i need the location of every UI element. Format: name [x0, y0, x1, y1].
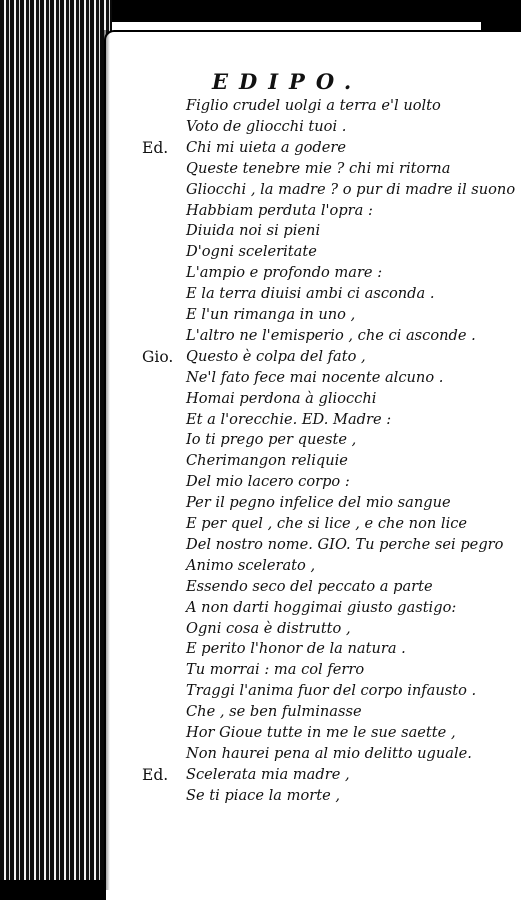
verse-line: Del nostro nome. GIO. Tu perche sei pegro — [186, 535, 504, 553]
verse-line: Chi mi uieta a godere — [186, 138, 346, 156]
verse-line: Habbiam perduta l'opra : — [186, 201, 373, 219]
verse-line: A non darti hoggimai giusto gastigo: — [186, 598, 457, 616]
verse-line: Non haurei pena al mio delitto uguale. — [186, 744, 472, 762]
verse-line: E perito l'honor de la natura . — [186, 640, 406, 658]
verse-line: Del mio lacero corpo : — [186, 473, 350, 491]
page-gutter-shadow — [104, 30, 110, 890]
page-edges — [0, 0, 112, 900]
verse-line: Essendo seco del peccato a parte — [186, 577, 433, 595]
verse-line: Tu morrai : ma col ferro — [186, 661, 365, 679]
verse-line: Et a l'orecchie. ED. Madre : — [186, 410, 392, 428]
verse-line: L'altro ne l'emisperio , che ci asconde . — [186, 326, 476, 344]
verse-line: Queste tenebre mie ? chi mi ritorna — [186, 159, 451, 177]
scan-corner-curl — [481, 0, 521, 34]
verse-line: Voto de gliocchi tuoi . — [186, 117, 347, 135]
running-header: EDIPO. — [212, 69, 363, 94]
verse-line: Ne'l fato fece mai nocente alcuno . — [186, 368, 444, 386]
speaker-label: Ed. — [142, 765, 169, 784]
verse-line: Hor Gioue tutte in me le sue saette , — [186, 724, 456, 741]
verse-line: Gliocchi , la madre ? o pur di madre il suono — [186, 180, 516, 198]
verse-line: Animo scelerato , — [186, 556, 316, 574]
scan-border-bottom — [0, 880, 112, 900]
verse-line: E l'un rimanga in uno , — [186, 306, 356, 323]
verse-line: Figlio crudel uolgi a terra e'l uolto — [186, 97, 441, 114]
verse-line: Che , se ben fulminasse — [186, 703, 362, 721]
verse-line: Questo è colpa del fato , — [186, 347, 366, 365]
verse-line: Io ti prego per queste , — [186, 431, 357, 449]
verse-line: Per il pegno infelice del mio sangue — [186, 494, 451, 512]
verse-line: Traggi l'anima fuor del corpo infausto . — [186, 682, 477, 700]
verse-line: Homai perdona à gliocchi — [186, 389, 377, 407]
verse-line: D'ogni sceleritate — [186, 243, 317, 261]
verse-line: E la terra diuisi ambi ci asconda . — [186, 285, 435, 303]
verse-line: Diuida noi si pieni — [186, 222, 321, 240]
speaker-label: Ed. — [142, 138, 169, 157]
verse-line: Se ti piace la morte , — [186, 786, 340, 804]
verse-line: Cherimangon reliquie — [186, 452, 348, 470]
speaker-label: Gio. — [142, 347, 174, 366]
verse-line: Ogni cosa è distrutto , — [186, 619, 351, 637]
verse-line: E per quel , che si lice , e che non lice — [186, 515, 468, 532]
verse-line: Scelerata mia madre , — [186, 765, 350, 783]
verse-line: L'ampio e profondo mare : — [186, 264, 383, 282]
